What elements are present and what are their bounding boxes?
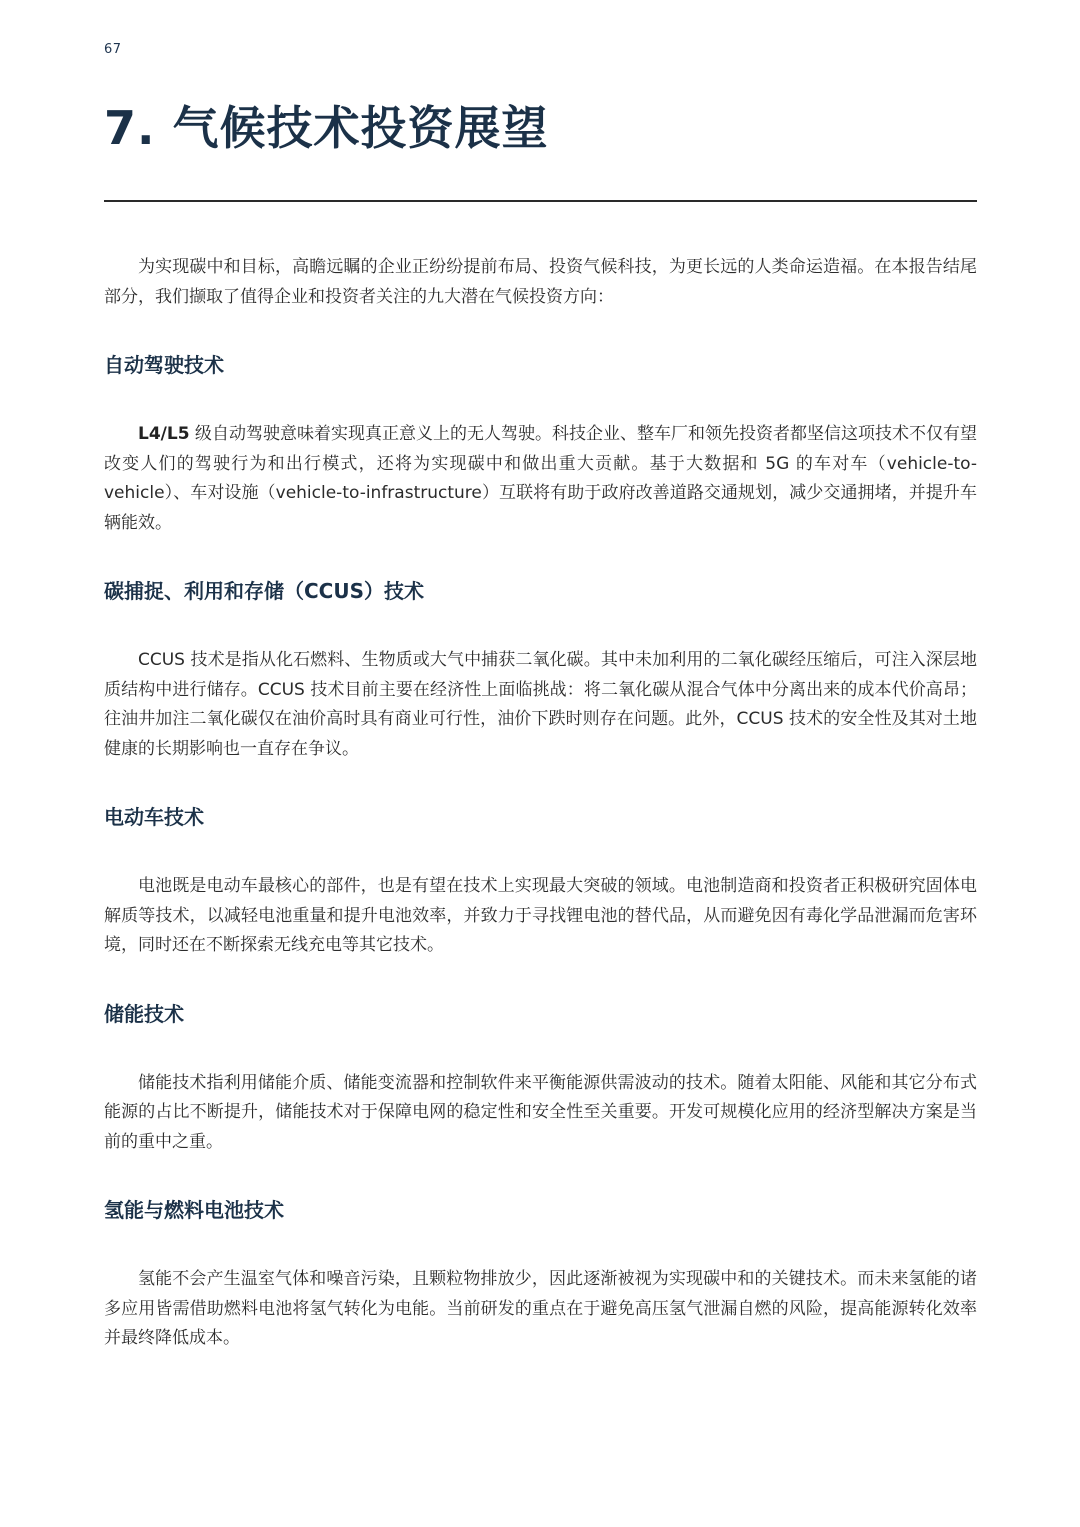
section-paragraph: 氢能不会产生温室气体和噪音污染，且颗粒物排放少，因此逐渐被视为实现碳中和的关键技术。而未来氢能的诸多应用皆需借助燃料电池将氢气转化为电能。当前研发的重点在于避免高压氢气泄漏自燃的风险，提高能源转化效率并最终降低成本。 bbox=[104, 1269, 977, 1348]
chapter-title: 7. 气候技术投资展望 bbox=[104, 101, 549, 155]
section-paragraph: 电池既是电动车最核心的部件，也是有望在技术上实现最大突破的领域。电池制造商和投资者正积极研究固体电解质等技术，以减轻电池重量和提升电池效率，并致力于寻找锂电池的替代品，从而避免因有毒化学品泄漏而危害环境，同时还在不断探索无线充电等其它技术。 bbox=[104, 876, 977, 955]
page-content bbox=[104, 253, 977, 1354]
section-heading: 电动车技术 bbox=[104, 805, 204, 829]
section-heading: 氢能与燃料电池技术 bbox=[104, 1198, 284, 1222]
section-energy-storage bbox=[104, 999, 977, 1158]
section-autonomous-driving bbox=[104, 350, 977, 538]
title-divider bbox=[104, 200, 977, 202]
section-hydrogen-fuel-cell bbox=[104, 1195, 977, 1354]
section-electric-vehicle bbox=[104, 802, 977, 961]
section-ccus bbox=[104, 576, 977, 764]
section-paragraph: 储能技术指利用储能介质、储能变流器和控制软件来平衡能源供需波动的技术。随着太阳能、风能和其它分布式能源的占比不断提升，储能技术对于保障电网的稳定性和安全性至关重要。开发可规模化应用的经济型解决方案是当前的重中之重。 bbox=[104, 1072, 977, 1152]
page-number: 67 bbox=[104, 42, 122, 57]
paragraph-lead-term: L4/L5 bbox=[138, 424, 190, 444]
section-heading: 储能技术 bbox=[104, 1001, 184, 1026]
paragraph-text: 级自动驾驶意味着实现真正意义上的无人驾驶。科技企业、整车厂和领先投资者都坚信这项技术不仅有望改变人们的驾驶行为和出行模式，还将为实现碳中和做出重大贡献。基于大数据和 5G 的车对车（vehicle-to-vehicle）、车对设施（vehicle-to-infrastructure）互联将有助于政府改善道路交通规划，减少交通拥堵，并提升车辆能效。 bbox=[104, 424, 977, 533]
section-heading: 自动驾驶技术 bbox=[104, 353, 224, 377]
section-paragraph: CCUS 技术是指从化石燃料、生物质或大气中捕获二氧化碳。其中未加利用的二氧化碳经压缩后，可注入深层地质结构中进行储存。CCUS 技术目前主要在经济性上面临挑战：将二氧化碳从混合气体中分离出来的成本代价高昂；往油井加注二氧化碳仅在油价高时具有商业可行性，油价下跌时则存在问题。此外，CCUS 技术的安全性及其对土地健康的长期影响也一直存在争议。 bbox=[104, 650, 977, 759]
intro-paragraph: 为实现碳中和目标，高瞻远瞩的企业正纷纷提前布局、投资气候科技，为更长远的人类命运造福。在本报告结尾部分，我们撷取了值得企业和投资者关注的九大潜在气候投资方向： bbox=[104, 257, 977, 307]
section-paragraph bbox=[104, 420, 977, 538]
section-heading: 碳捕捉、利用和存储（CCUS）技术 bbox=[104, 579, 424, 603]
